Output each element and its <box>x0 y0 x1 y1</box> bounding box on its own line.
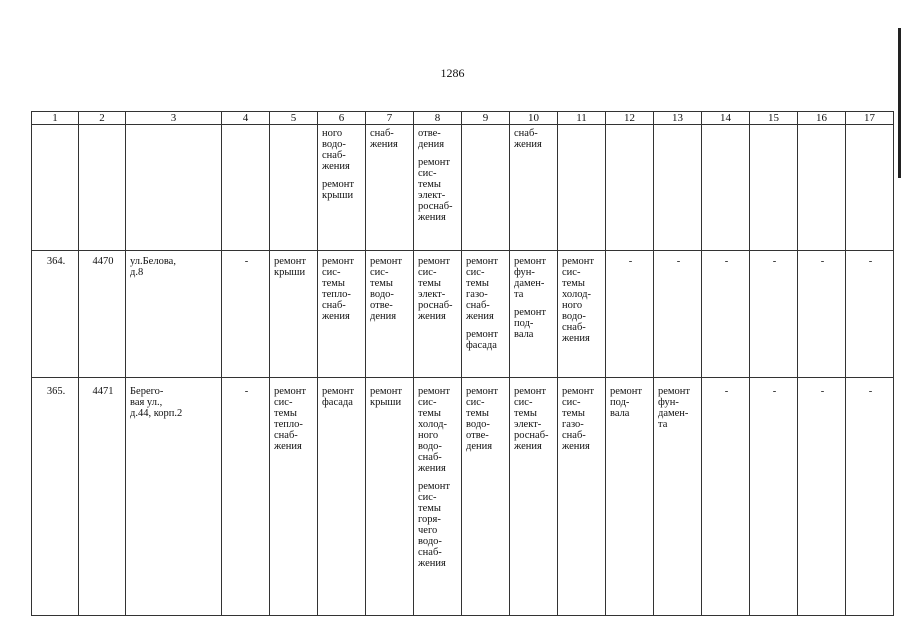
cell-block <box>274 386 315 452</box>
cell-line: элект- <box>418 289 446 300</box>
row-number <box>32 378 79 616</box>
cell-line: водо- <box>418 441 442 452</box>
column-number-10: 10 <box>510 112 558 125</box>
cell-text: - <box>820 386 825 397</box>
cell-block <box>514 128 555 150</box>
cell-line: снаб- <box>370 128 394 139</box>
cell-text: - <box>724 386 729 397</box>
cell-line: темы <box>466 278 489 289</box>
cell-line: снаб- <box>514 128 538 139</box>
cell-line: водо- <box>418 536 442 547</box>
cell-line: сис- <box>562 267 581 278</box>
cell-line: ремонт <box>562 256 595 267</box>
cell-line: снаб- <box>274 430 298 441</box>
cell-line: темы <box>418 503 441 514</box>
cell-block <box>514 386 555 452</box>
column-number-row <box>32 112 894 125</box>
column-number-13: 13 <box>654 112 702 125</box>
page-number: 1286 <box>440 66 465 80</box>
cell-line: роснаб- <box>418 201 453 212</box>
continuation-cell-14 <box>702 125 750 251</box>
cell-line: дамен- <box>658 408 689 419</box>
cell-line: сис- <box>418 267 437 278</box>
repair-cell-4 <box>222 251 270 378</box>
continuation-cell-15 <box>750 125 798 251</box>
cell-text: - <box>244 386 249 397</box>
cell-line: сис- <box>370 267 389 278</box>
cell-block <box>514 307 555 340</box>
continuation-cell-7 <box>366 125 414 251</box>
cell-line: ного <box>562 300 583 311</box>
repair-cell-13 <box>654 251 702 378</box>
cell-line: темы <box>562 408 585 419</box>
row-number <box>32 251 79 378</box>
building-address <box>126 378 222 616</box>
continuation-cell-1 <box>32 125 79 251</box>
column-number-8: 8 <box>414 112 462 125</box>
repair-cell-13 <box>654 378 702 616</box>
cell-line: фасада <box>466 340 497 351</box>
cell-line: ремонт <box>514 256 547 267</box>
cell-line: ремонт <box>274 386 307 397</box>
cell-line: водо- <box>322 139 346 150</box>
cell-line: ремонт <box>610 386 643 397</box>
cell-line: холод- <box>418 419 447 430</box>
repair-cell-4 <box>222 378 270 616</box>
cell-line: ремонт <box>370 386 403 397</box>
cell-line: темы <box>514 408 537 419</box>
repair-cell-10 <box>510 378 558 616</box>
column-number-12: 12 <box>606 112 654 125</box>
cell-line: ремонт <box>322 256 355 267</box>
column-number-5: 5 <box>270 112 318 125</box>
cell-line: крыши <box>322 190 354 201</box>
continuation-cell-5 <box>270 125 318 251</box>
cell-text: - <box>676 256 681 267</box>
cell-line: фун- <box>514 267 535 278</box>
cell-line: сис- <box>466 267 485 278</box>
cell-block <box>370 386 411 408</box>
cell-line: снаб- <box>418 547 442 558</box>
cell-line: фасада <box>322 397 353 408</box>
cell-text: 365. <box>46 386 66 397</box>
cell-line: ремонт <box>322 179 355 190</box>
cell-line: темы <box>466 408 489 419</box>
cell-line: дения <box>418 139 445 150</box>
cell-block <box>418 386 459 474</box>
cell-text: 4471 <box>92 386 114 397</box>
cell-line: ремонт <box>562 386 595 397</box>
cell-line: ремонт <box>514 386 547 397</box>
cell-block <box>274 256 315 278</box>
cell-block <box>418 481 459 569</box>
column-number-17: 17 <box>846 112 894 125</box>
cell-line: водо- <box>562 311 586 322</box>
cell-text: - <box>868 386 873 397</box>
cell-line: тепло- <box>322 289 351 300</box>
column-number-6: 6 <box>318 112 366 125</box>
continuation-cell-12 <box>606 125 654 251</box>
cell-block <box>466 386 507 452</box>
cell-line: вая ул., <box>130 397 163 408</box>
cell-line: крыши <box>274 267 306 278</box>
cell-line: жения <box>370 139 398 150</box>
column-number-14: 14 <box>702 112 750 125</box>
repair-cell-12 <box>606 251 654 378</box>
continuation-row <box>32 125 894 251</box>
cell-lines <box>130 386 219 419</box>
cell-line: д.8 <box>130 267 144 278</box>
repair-cell-9 <box>462 378 510 616</box>
cell-line: жения <box>418 311 446 322</box>
cell-line: ремонт <box>466 329 499 340</box>
cell-line: жения <box>466 311 494 322</box>
cell-text: - <box>772 256 777 267</box>
repair-cell-14 <box>702 251 750 378</box>
cell-line: сис- <box>514 397 533 408</box>
cell-text: - <box>772 386 777 397</box>
repair-cell-6 <box>318 251 366 378</box>
cell-line: фун- <box>658 397 679 408</box>
column-number-16: 16 <box>798 112 846 125</box>
cell-line: жения <box>562 441 590 452</box>
cell-line: дения <box>370 311 397 322</box>
repair-cell-8 <box>414 251 462 378</box>
building-code <box>79 251 126 378</box>
cell-line: жения <box>418 463 446 474</box>
column-number-9: 9 <box>462 112 510 125</box>
repair-cell-17 <box>846 251 894 378</box>
cell-block <box>562 256 603 344</box>
cell-line: ремонт <box>322 386 355 397</box>
cell-block <box>466 329 507 351</box>
column-number-7: 7 <box>366 112 414 125</box>
cell-text: 364. <box>46 256 66 267</box>
cell-line: жения <box>274 441 302 452</box>
cell-line: элект- <box>514 419 542 430</box>
cell-line: темы <box>322 278 345 289</box>
cell-line: ремонт <box>370 256 403 267</box>
repair-cell-7 <box>366 378 414 616</box>
table-row <box>32 251 894 378</box>
repair-cell-16 <box>798 378 846 616</box>
cell-line: снаб- <box>562 322 586 333</box>
cell-block <box>562 386 603 452</box>
cell-line: под- <box>514 318 534 329</box>
cell-line: холод- <box>562 289 591 300</box>
cell-block <box>322 386 363 408</box>
cell-line: д.44, корп.2 <box>130 408 183 419</box>
repair-cell-6 <box>318 378 366 616</box>
cell-line: горя- <box>418 514 441 525</box>
continuation-cell-9 <box>462 125 510 251</box>
cell-line: ремонт <box>514 307 547 318</box>
cell-line: ул.Белова, <box>130 256 176 267</box>
continuation-cell-8 <box>414 125 462 251</box>
cell-line: газо- <box>466 289 488 300</box>
cell-block <box>322 256 363 322</box>
continuation-cell-17 <box>846 125 894 251</box>
cell-line: водо- <box>466 419 490 430</box>
cell-text: - <box>868 256 873 267</box>
cell-line: элект- <box>418 190 446 201</box>
repair-cell-16 <box>798 251 846 378</box>
cell-line: газо- <box>562 419 584 430</box>
cell-line: жения <box>418 558 446 569</box>
cell-line: ремонт <box>274 256 307 267</box>
cell-line: ремонт <box>418 157 451 168</box>
cell-line: темы <box>418 408 441 419</box>
cell-block <box>514 256 555 300</box>
cell-line: вала <box>514 329 534 340</box>
cell-text: 4470 <box>92 256 114 267</box>
cell-line: под- <box>610 397 630 408</box>
cell-line: отве- <box>418 128 441 139</box>
cell-lines <box>130 256 219 278</box>
cell-line: жения <box>322 161 350 172</box>
cell-line: снаб- <box>562 430 586 441</box>
cell-line: сис- <box>418 397 437 408</box>
column-number-2: 2 <box>79 112 126 125</box>
cell-block <box>322 179 363 201</box>
cell-block <box>418 128 459 150</box>
continuation-cell-11 <box>558 125 606 251</box>
continuation-cell-3 <box>126 125 222 251</box>
column-number-15: 15 <box>750 112 798 125</box>
scan-edge-mark <box>898 28 901 178</box>
cell-line: ремонт <box>658 386 691 397</box>
cell-line: сис- <box>418 492 437 503</box>
repair-cell-9 <box>462 251 510 378</box>
repair-cell-11 <box>558 378 606 616</box>
cell-line: ремонт <box>466 256 499 267</box>
cell-line: ремонт <box>418 386 451 397</box>
repair-cell-8 <box>414 378 462 616</box>
cell-line: жения <box>514 139 542 150</box>
cell-line: снаб- <box>418 452 442 463</box>
cell-line: отве- <box>370 300 393 311</box>
cell-block <box>418 256 459 322</box>
building-code <box>79 378 126 616</box>
cell-block <box>466 256 507 322</box>
cell-block <box>370 256 411 322</box>
table-row <box>32 378 894 616</box>
cell-line: ремонт <box>418 256 451 267</box>
cell-line: темы <box>370 278 393 289</box>
cell-line: темы <box>418 278 441 289</box>
cell-line: ного <box>418 430 439 441</box>
cell-line: темы <box>274 408 297 419</box>
cell-line: жения <box>322 311 350 322</box>
repair-cell-14 <box>702 378 750 616</box>
column-number-11: 11 <box>558 112 606 125</box>
cell-line: та <box>658 419 668 430</box>
repair-cell-15 <box>750 378 798 616</box>
cell-text: - <box>724 256 729 267</box>
continuation-cell-10 <box>510 125 558 251</box>
repair-cell-15 <box>750 251 798 378</box>
cell-line: отве- <box>466 430 489 441</box>
cell-line: дения <box>466 441 493 452</box>
cell-line: сис- <box>274 397 293 408</box>
cell-line: чего <box>418 525 438 536</box>
cell-line: сис- <box>418 168 437 179</box>
cell-line: крыши <box>370 397 402 408</box>
cell-line: водо- <box>370 289 394 300</box>
cell-line: ремонт <box>418 481 451 492</box>
cell-line: снаб- <box>322 150 346 161</box>
cell-line: дамен- <box>514 278 545 289</box>
cell-block <box>610 386 651 419</box>
column-number-3: 3 <box>126 112 222 125</box>
cell-text: - <box>628 256 633 267</box>
cell-line: жения <box>562 333 590 344</box>
cell-text: - <box>244 256 249 267</box>
cell-text: - <box>820 256 825 267</box>
building-address <box>126 251 222 378</box>
repair-cell-10 <box>510 251 558 378</box>
repair-cell-5 <box>270 251 318 378</box>
repair-cell-11 <box>558 251 606 378</box>
cell-line: роснаб- <box>514 430 549 441</box>
repair-cell-5 <box>270 378 318 616</box>
column-number-4: 4 <box>222 112 270 125</box>
continuation-cell-13 <box>654 125 702 251</box>
cell-line: сис- <box>466 397 485 408</box>
cell-block <box>658 386 699 430</box>
cell-line: снаб- <box>466 300 490 311</box>
cell-line: сис- <box>322 267 341 278</box>
cell-line: ного <box>322 128 343 139</box>
cell-line: темы <box>418 179 441 190</box>
cell-line: темы <box>562 278 585 289</box>
cell-line: снаб- <box>322 300 346 311</box>
cell-line: жения <box>514 441 542 452</box>
cell-line: роснаб- <box>418 300 453 311</box>
column-number-1: 1 <box>32 112 79 125</box>
repair-cell-7 <box>366 251 414 378</box>
cell-block <box>418 157 459 223</box>
repair-schedule-table <box>31 111 894 616</box>
continuation-cell-6 <box>318 125 366 251</box>
cell-line: жения <box>418 212 446 223</box>
cell-block <box>370 128 411 150</box>
cell-line: вала <box>610 408 630 419</box>
cell-block <box>322 128 363 172</box>
continuation-cell-16 <box>798 125 846 251</box>
cell-line: та <box>514 289 524 300</box>
repair-cell-17 <box>846 378 894 616</box>
continuation-cell-2 <box>79 125 126 251</box>
cell-line: ремонт <box>466 386 499 397</box>
cell-line: тепло- <box>274 419 303 430</box>
continuation-cell-4 <box>222 125 270 251</box>
cell-line: Берего- <box>130 386 164 397</box>
cell-line: сис- <box>562 397 581 408</box>
repair-cell-12 <box>606 378 654 616</box>
